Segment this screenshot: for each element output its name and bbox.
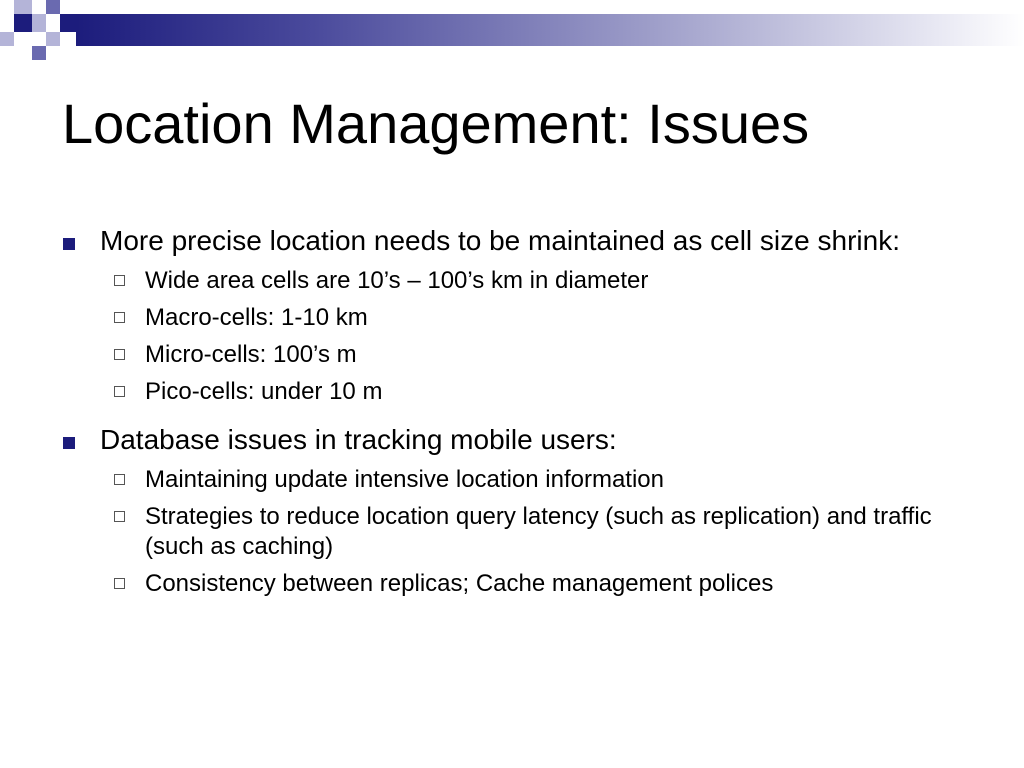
sub-bullet-item [0, 569, 1024, 599]
square-bullet-icon [63, 238, 75, 250]
sub-bullet-item [0, 303, 1024, 333]
sub-bullet-text: Micro-cells: 100’s m [145, 341, 357, 368]
slide-content [0, 222, 1024, 606]
decor-square [14, 14, 32, 32]
slide-title: Location Management: Issues [62, 92, 810, 155]
decor-square [0, 32, 14, 46]
sub-bullet-text: Strategies to reduce location query latency (such as replication) and traffic (such as caching) [145, 503, 932, 560]
hollow-square-bullet-icon [114, 474, 125, 485]
sub-bullet-item [0, 377, 1024, 407]
square-bullet-icon [63, 437, 75, 449]
decor-square [32, 14, 46, 32]
sub-bullet-text: Maintaining update intensive location information [145, 466, 664, 493]
sub-bullet-item [0, 502, 1024, 562]
sub-bullet-item [0, 266, 1024, 296]
bullet-text: More precise location needs to be maintained as cell size shrink: [100, 225, 900, 256]
decor-square [60, 14, 76, 32]
sub-bullet-text: Consistency between replicas; Cache management polices [145, 570, 774, 597]
hollow-square-bullet-icon [114, 349, 125, 360]
hollow-square-bullet-icon [114, 511, 125, 522]
hollow-square-bullet-icon [114, 312, 125, 323]
sub-bullet-item [0, 465, 1024, 495]
decor-square [14, 0, 32, 14]
header-decoration [0, 0, 1024, 46]
hollow-square-bullet-icon [114, 275, 125, 286]
decor-square [46, 0, 60, 14]
header-gradient-bar [76, 14, 1024, 46]
sub-bullet-text: Pico-cells: under 10 m [145, 378, 383, 405]
sub-bullet-text: Macro-cells: 1-10 km [145, 304, 368, 331]
bullet-item [0, 421, 1024, 459]
bullet-text: Database issues in tracking mobile users: [100, 424, 617, 455]
hollow-square-bullet-icon [114, 386, 125, 397]
decor-square [32, 46, 46, 60]
bullet-item [0, 222, 1024, 260]
decor-square [46, 32, 60, 46]
sub-bullet-text: Wide area cells are 10’s – 100’s km in diameter [145, 267, 649, 294]
hollow-square-bullet-icon [114, 578, 125, 589]
sub-bullet-item [0, 340, 1024, 370]
